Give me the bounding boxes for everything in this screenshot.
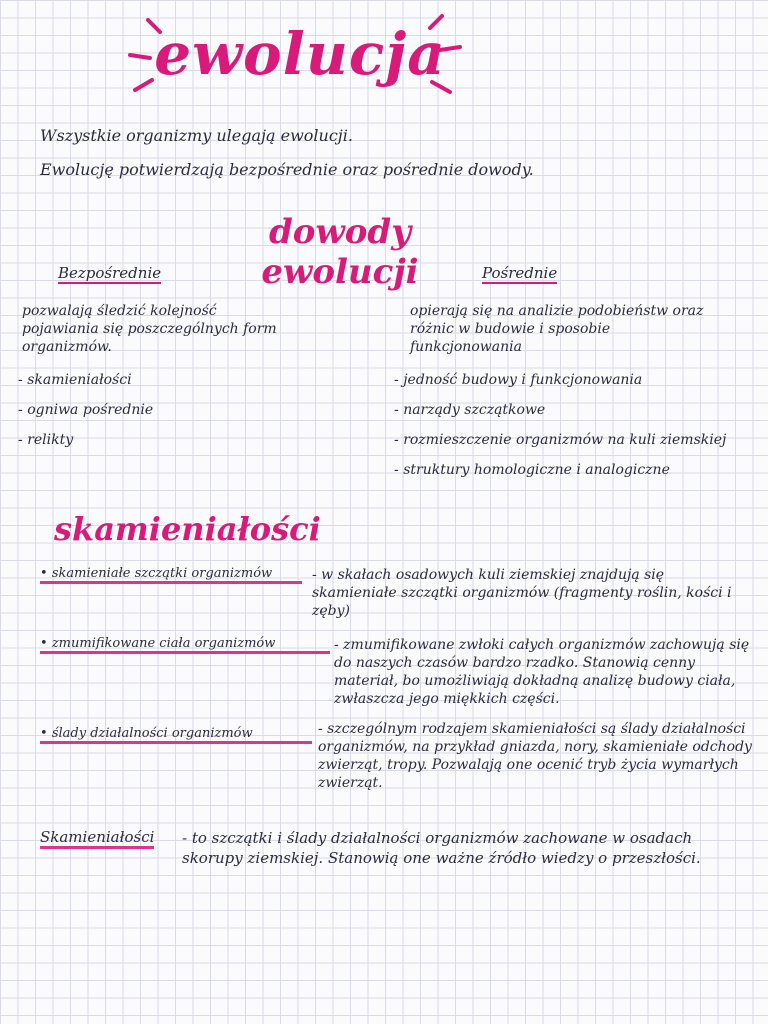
fossil-term-2 (40, 636, 330, 654)
list-item: - jedność budowy i funkcjonowania (394, 372, 764, 388)
direct-description: pozwalają śledzić kolejność pojawiania się poszczególnych form organizmów. (22, 303, 277, 355)
intro-line-1: Wszystkie organizmy ulegają ewolucji. (40, 126, 353, 145)
list-item: - narządy szczątkowe (394, 402, 764, 418)
page-title: ewolucja (154, 20, 446, 88)
indirect-description: opierają się na analizie podobieństw oraz różnic w budowie i sposobie funkcjonowania (410, 303, 704, 355)
list-item: - struktury homologiczne i analogiczne (394, 462, 764, 478)
list-item: - relikty (18, 432, 153, 448)
fossil-term-label: • skamieniałe szczątki organizmów (40, 566, 272, 581)
fossils-heading: skamieniałości (54, 510, 321, 548)
fossil-definition-3: - szczególnym rodzajem skamieniałości są ślady działalności organizmów, na przykład gniazda, nory, skamieniałe odchody zwierząt, tropy. Pozwalają one ocenić tryb życia wymarłych zwierząt. (318, 721, 752, 791)
fossil-term-1 (40, 566, 302, 584)
indirect-list (394, 372, 764, 492)
definition-term: Skamieniałości (40, 828, 154, 849)
indirect-label: Pośrednie (482, 264, 558, 282)
fossil-definition-2: - zmumifikowane zwłoki całych organizmów zachowują się do naszych czasów bardzo rzadko. Stanowią cenny materiał, bo umożliwiają dokładną analizę budowy ciała, zwłaszcza jego miękkich części. (334, 637, 750, 707)
fossil-term-label: • zmumifikowane ciała organizmów (40, 636, 275, 651)
definition-text: - to szczątki i ślady działalności organizmów zachowane w osadach skorupy ziemskiej. Stanowią one ważne źródło wiedzy o przeszłości. (182, 829, 701, 867)
direct-label: Bezpośrednie (58, 264, 162, 282)
fossil-term-label: • ślady działalności organizmów (40, 726, 253, 741)
intro-line-2: Ewolucję potwierdzają bezpośrednie oraz pośrednie dowody. (40, 160, 534, 179)
list-item: - rozmieszczenie organizmów na kuli ziemskiej (394, 432, 764, 448)
direct-list (18, 372, 153, 462)
fossil-term-3 (40, 726, 312, 744)
fossil-definition-1: - w skałach osadowych kuli ziemskiej znajdują się skamieniałe szczątki organizmów (fragmenty roślin, kości i zęby) (312, 567, 732, 619)
list-item: - ogniwa pośrednie (18, 402, 153, 418)
list-item: - skamieniałości (18, 372, 153, 388)
evidence-heading: dowody ewolucji (261, 212, 419, 292)
